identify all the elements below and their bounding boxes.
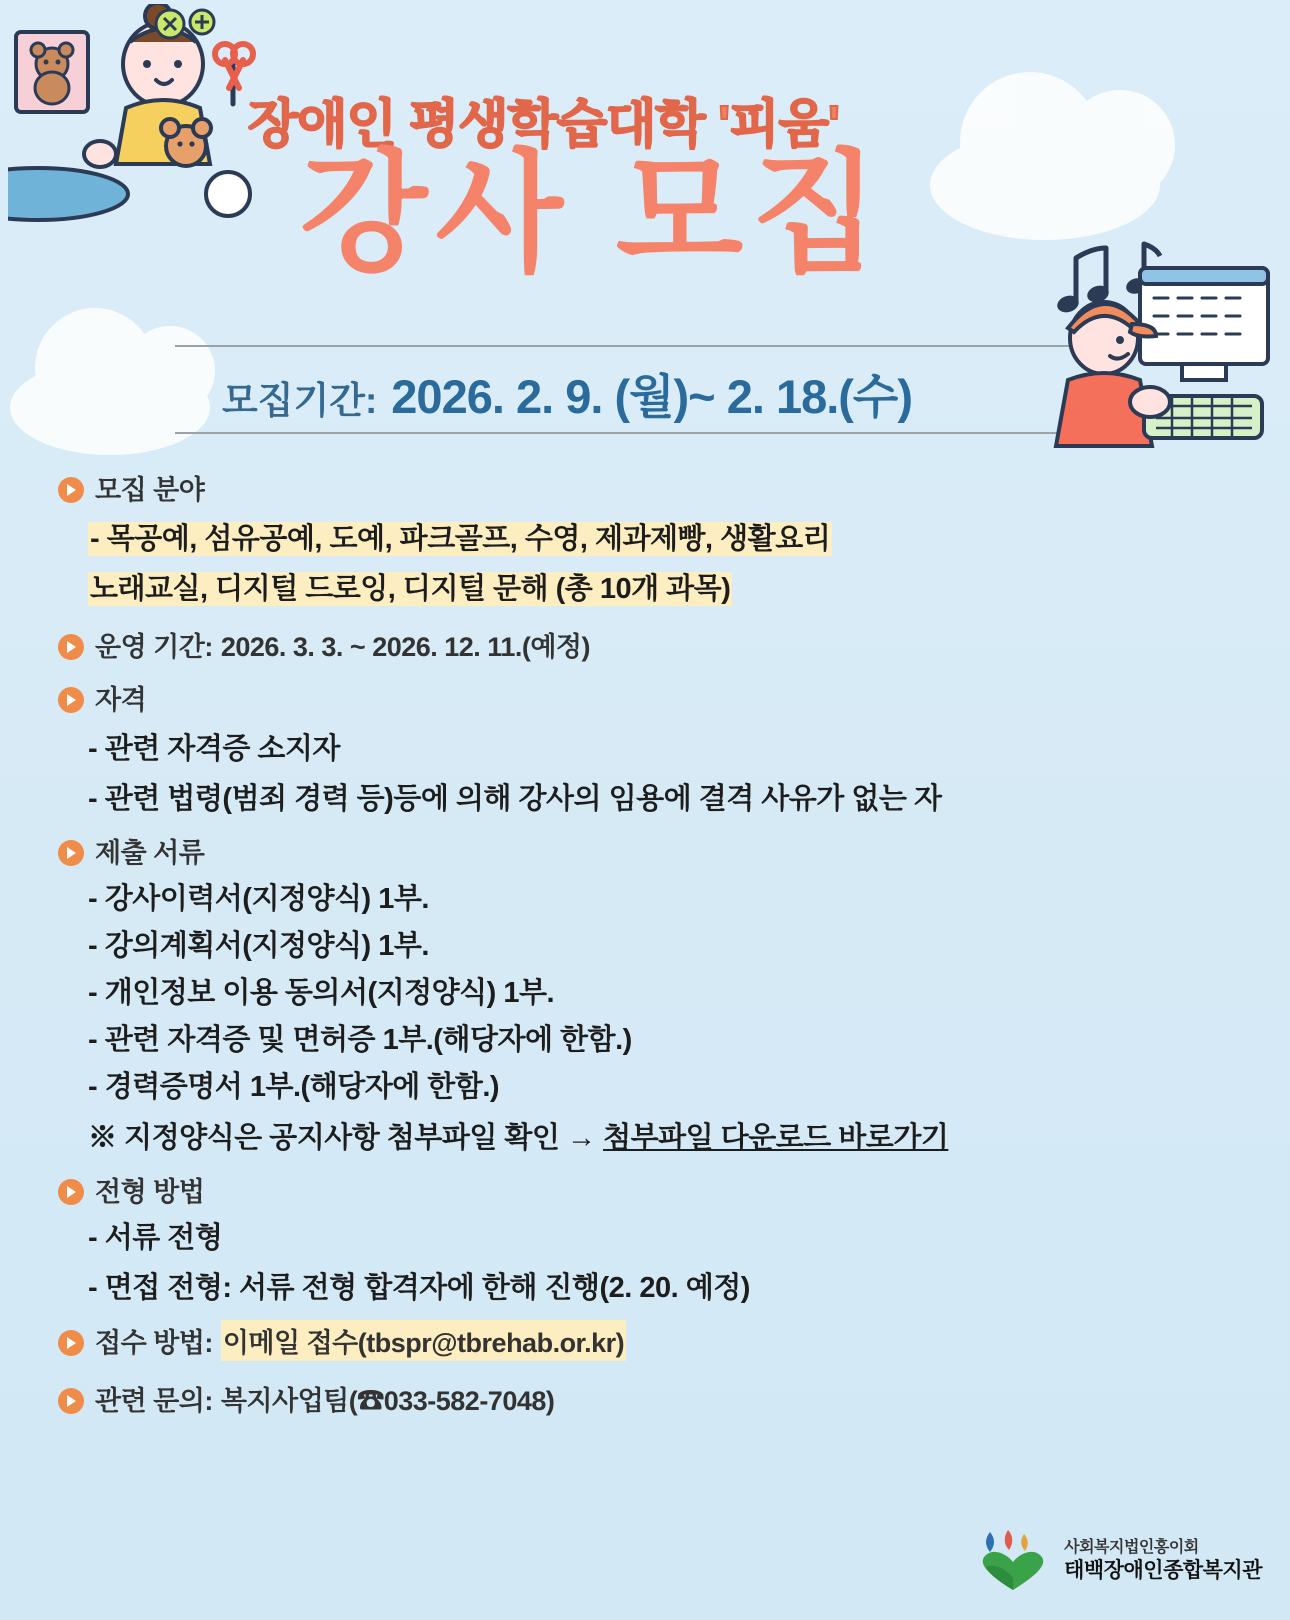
documents-line-4: - 관련 자격증 및 면허증 1부.(해당자에 한함.) (88, 1024, 632, 1056)
section-contact (0, 1379, 1290, 1418)
poster-subtitle: 장애인 평생학습대학 '피움' (248, 96, 840, 154)
logo-line-1: 사회복지법인홍이회 (1064, 1538, 1199, 1556)
section-selection-heading (0, 1170, 1290, 1209)
section-heading: 제출 서류 (95, 838, 205, 868)
recruitment-period (222, 360, 912, 427)
recruit-fields-line-2-text: 노래교실, 디지털 드로잉, 디지털 문해 (총 10개 과목) (90, 573, 731, 605)
poster-body (0, 460, 1290, 1418)
attachment-download-link[interactable]: 첨부파일 다운로드 바로가기 (603, 1122, 949, 1154)
qualification-line-1: - 관련 자격증 소지자 (88, 733, 340, 765)
documents-note (0, 1115, 1290, 1156)
qualification-line-2: - 관련 법령(범죄 경력 등)등에 의해 강사의 임용에 결격 사유가 없는 자 (88, 783, 942, 815)
application-method-label: 접수 방법: (95, 1328, 213, 1358)
application-email-value[interactable]: 이메일 접수(tbspr@tbrehab.or.kr) (221, 1320, 626, 1361)
period-label: 모집기간: (222, 380, 378, 421)
poster-header (0, 0, 1290, 460)
arrow-bullet-icon (58, 477, 84, 503)
selection-line-2: - 면접 전형: 서류 전형 합격자에 한해 진행(2. 20. 예정) (88, 1272, 750, 1304)
documents-line-5: - 경력증명서 1부.(해당자에 한함.) (88, 1071, 500, 1103)
operation-period-label: 운영 기간: (95, 632, 213, 662)
section-heading: 전형 방법 (95, 1177, 205, 1207)
section-operation-period (0, 625, 1290, 664)
recruit-fields-line-1-text: - 목공예, 섬유공예, 도예, 파크골프, 수영, 제과제빵, 생활요리 (90, 523, 831, 555)
selection-line-1: - 서류 전형 (88, 1222, 223, 1254)
organization-logo (974, 1528, 1262, 1594)
heart-logo-icon (974, 1528, 1052, 1594)
section-recruit-fields-heading (0, 468, 1290, 507)
section-heading: 자격 (95, 685, 147, 715)
arrow-bullet-icon (58, 840, 84, 866)
period-value: 2026. 2. 9. (월)~ 2. 18.(수) (391, 370, 912, 423)
section-heading: 모집 분야 (95, 475, 205, 505)
documents-note-prefix: ※ 지정양식은 공지사항 첨부파일 확인 → (88, 1122, 604, 1154)
computer-user-illustration (1032, 240, 1272, 470)
documents-line-1: - 강사이력서(지정양식) 1부. (88, 883, 429, 915)
recruit-fields-line-2 (0, 566, 1290, 607)
section-qualification-heading (0, 678, 1290, 717)
arrow-bullet-icon (58, 1179, 84, 1205)
crafting-person-illustration (8, 4, 258, 224)
contact-label: 관련 문의: (95, 1386, 213, 1416)
contact-value: 복지사업팀(☎033-582-7048) (220, 1386, 555, 1416)
documents-line-3: - 개인정보 이용 동의서(지정양식) 1부. (88, 977, 555, 1009)
documents-line-2: - 강의계획서(지정양식) 1부. (88, 930, 429, 962)
logo-line-2: 태백장애인종합복지관 (1064, 1558, 1262, 1582)
arrow-bullet-icon (58, 687, 84, 713)
arrow-bullet-icon (58, 1330, 84, 1356)
recruit-fields-line-1 (0, 516, 1290, 557)
section-documents-heading (0, 831, 1290, 870)
logo-text-block (1064, 1538, 1262, 1584)
poster-title: 강사 모집 (300, 140, 887, 287)
section-application-method (0, 1320, 1290, 1361)
arrow-bullet-icon (58, 634, 84, 660)
arrow-bullet-icon (58, 1388, 84, 1414)
operation-period-value: 2026. 3. 3. ~ 2026. 12. 11.(예정) (220, 632, 590, 662)
